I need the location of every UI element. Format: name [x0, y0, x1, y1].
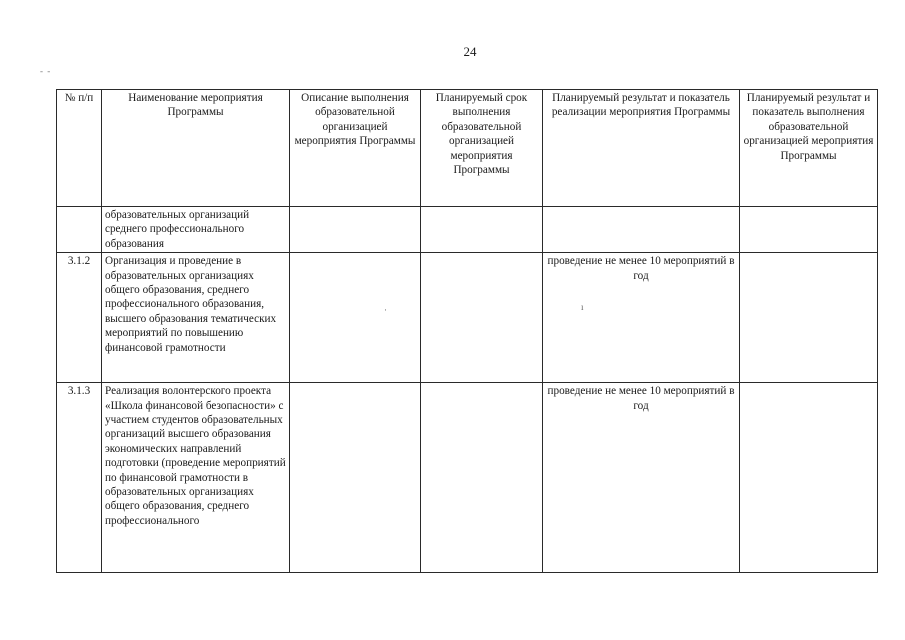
- row-org-result: [740, 253, 878, 383]
- header-num: № п/п: [57, 90, 102, 207]
- row-result: проведение не менее 10 мероприятий в год: [543, 253, 740, 383]
- row-deadline: [421, 383, 543, 573]
- row-name: Организация и проведение в образовательных организациях общего образования, среднего профессионального образования, высшего образования тематических мероприятий по повышению финансовой грамотности: [102, 253, 290, 383]
- scan-speck: ı: [581, 302, 584, 312]
- scan-speck: ·: [384, 305, 387, 315]
- row-description: [290, 207, 421, 253]
- row-description: [290, 253, 421, 383]
- header-org-result: Планируемый результат и показатель выполнения образовательной организацией мероприятия Программы: [740, 90, 878, 207]
- table-row: [57, 383, 878, 573]
- row-name: образовательных организаций среднего профессионального образования: [102, 207, 290, 253]
- row-name: Реализация волонтерского проекта «Школа финансовой безопасности» с участием студентов образовательных организаций высшего образования экономических направлений подготовки (проведение мероприятий по финансовой грамотности в образовательных организациях общего образования, среднего профессионального: [102, 383, 290, 573]
- row-result: [543, 207, 740, 253]
- header-deadline: Планируемый срок выполнения образовательной организацией мероприятия Программы: [421, 90, 543, 207]
- table-row: [57, 253, 878, 383]
- row-num: 3.1.2: [57, 253, 102, 383]
- row-org-result: [740, 207, 878, 253]
- table-header-row: [57, 90, 878, 207]
- program-plan-table: [56, 89, 878, 573]
- row-num: [57, 207, 102, 253]
- row-org-result: [740, 383, 878, 573]
- row-description: [290, 383, 421, 573]
- row-num: 3.1.3: [57, 383, 102, 573]
- header-result: Планируемый результат и показатель реализации мероприятия Программы: [543, 90, 740, 207]
- header-description: Описание выполнения образовательной организацией мероприятия Программы: [290, 90, 421, 207]
- row-deadline: [421, 253, 543, 383]
- page-number: 24: [463, 44, 477, 59]
- table-row: [57, 207, 878, 253]
- row-result: проведение не менее 10 мероприятий в год: [543, 383, 740, 573]
- row-deadline: [421, 207, 543, 253]
- scan-mark: - -: [40, 66, 52, 76]
- header-name: Наименование мероприятия Программы: [102, 90, 290, 207]
